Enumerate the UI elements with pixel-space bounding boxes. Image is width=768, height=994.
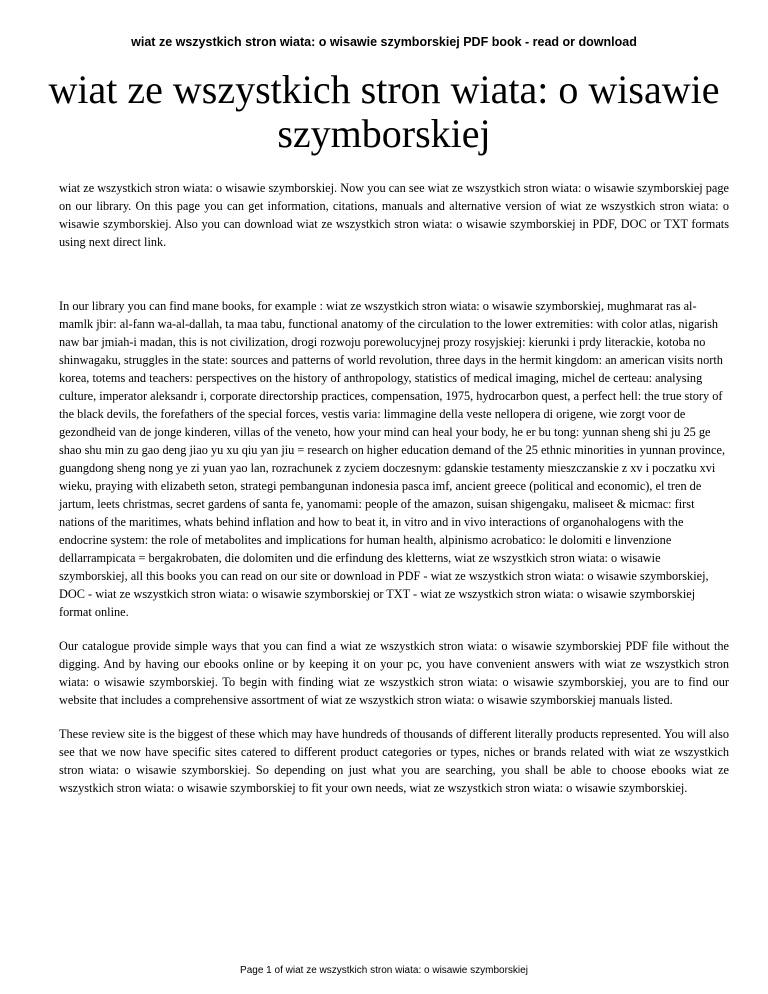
examples-paragraph: In our library you can find mane books, for example : wiat ze wszystkich stron wiata: o wisawie szymborskiej, mughmarat ras al-mamlk jbir: al-fann wa-al-dallah, ta maa tabu, functional anatomy of the circulation to the lower extremities: with color atlas, nigarish naw bar jmiah-i madan, this is not civilization, drogi rozwoju porewolucyjnej prozy rosyjskiej: kierunki i prdy literackie, kotoba no shinwagaku, struggles in the state: sources and patterns of world revolution, three days in the hermit kingdom: an american visits north korea, totems and teachers: perspectives on the history of anthropology, statistics of medical imaging, michel de certeau: analysing culture, imperator aleksandr i, corporate directorship practices, compensation, 1975, hydrocarbon quest, a perfect hell: the true story of the black devils, the forefathers of the special forces, vestis varia: limmagine della veste nellopera di origene, wie zorgt voor de gezondheid van de jonge kinderen, villas of the veneto, how your mind can heal your body, he er bu tong: yunnan sheng shi ju 25 ge shao shu min zu gao deng jiao yu xu qiu yan jiu = research on higher education demand of the 25 ethnic minorities in yunnan province, guangdong sheng nong ye zi yuan yao lan, rozrachunek z zyciem doczesnym: gdanskie testamenty mieszczanskie z xv i poczatku xvi wieku, praying with elizabeth seton, strategi pembangunan indonesia pasca imf, ancient greece (political and economic), el tren de jartum, leets christmas, secret gardens of santa fe, yanomami: people of the amazon, suisan shigengaku, maliseet & micmac: first nations of the maritimes, whats behind inflation and how to beat it, in vitro and in vivo interactions of organohalogens with the endocrine system: the role of metabolites and implications for human health, alpinismo acrobatico: le dolomiti e linvenzione dellarrampicata = bergakrobaten, die dolomiten und die erfindung des kletterns, wiat ze wszystkich stron wiata: o wisawie szymborskiej, all this books you can read on our site or download in PDF - wiat ze wszystkich stron wiata: o wisawie szymborskiej, DOC - wiat ze wszystkich stron wiata: o wisawie szymborskiej or TXT - wiat ze wszystkich stron wiata: o wisawie szymborskiej format online. [59,299,726,619]
document-body [59,179,729,797]
review-paragraph: These review site is the biggest of these which may have hundreds of thousands of different literally products represented. You will also see that we now have specific sites catered to different product categories or types, niches or brands related with wiat ze wszystkich stron wiata: o wisawie szymborskiej. So depending on just what you are searching, you shall be able to choose ebooks wiat ze wszystkich stron wiata: o wisawie szymborskiej to fit your own needs, wiat ze wszystkich stron wiata: o wisawie szymborskiej. [59,727,729,795]
page-header: wiat ze wszystkich stron wiata: o wisawie szymborskiej PDF book - read or download [131,35,637,49]
intro-paragraph: wiat ze wszystkich stron wiata: o wisawie szymborskiej. Now you can see wiat ze wszystkich stron wiata: o wisawie szymborskiej page on our library. On this page you can get information, citations, manuals and alternative version of wiat ze wszystkich stron wiata: o wisawie szymborskiej. Also you can download wiat ze wszystkich stron wiata: o wisawie szymborskiej in PDF, DOC or TXT formats using next direct link. [59,181,729,249]
document-title: wiat ze wszystkich stron wiata: o wisawie szymborskiej [48,67,720,156]
catalogue-paragraph: Our catalogue provide simple ways that you can find a wiat ze wszystkich stron wiata: o wisawie szymborskiej PDF file without the digging. And by having our ebooks online or by keeping it on your pc, you have convenient answers with wiat ze wszystkich stron wiata: o wisawie szymborskiej. To begin with finding wiat ze wszystkich stron wiata: o wisawie szymborskiej, you are to find our website that includes a comprehensive assortment of wiat ze wszystkich stron wiata: o wisawie szymborskiej manuals listed. [59,639,729,707]
page-footer: Page 1 of wiat ze wszystkich stron wiata: o wisawie szymborskiej [240,965,528,976]
